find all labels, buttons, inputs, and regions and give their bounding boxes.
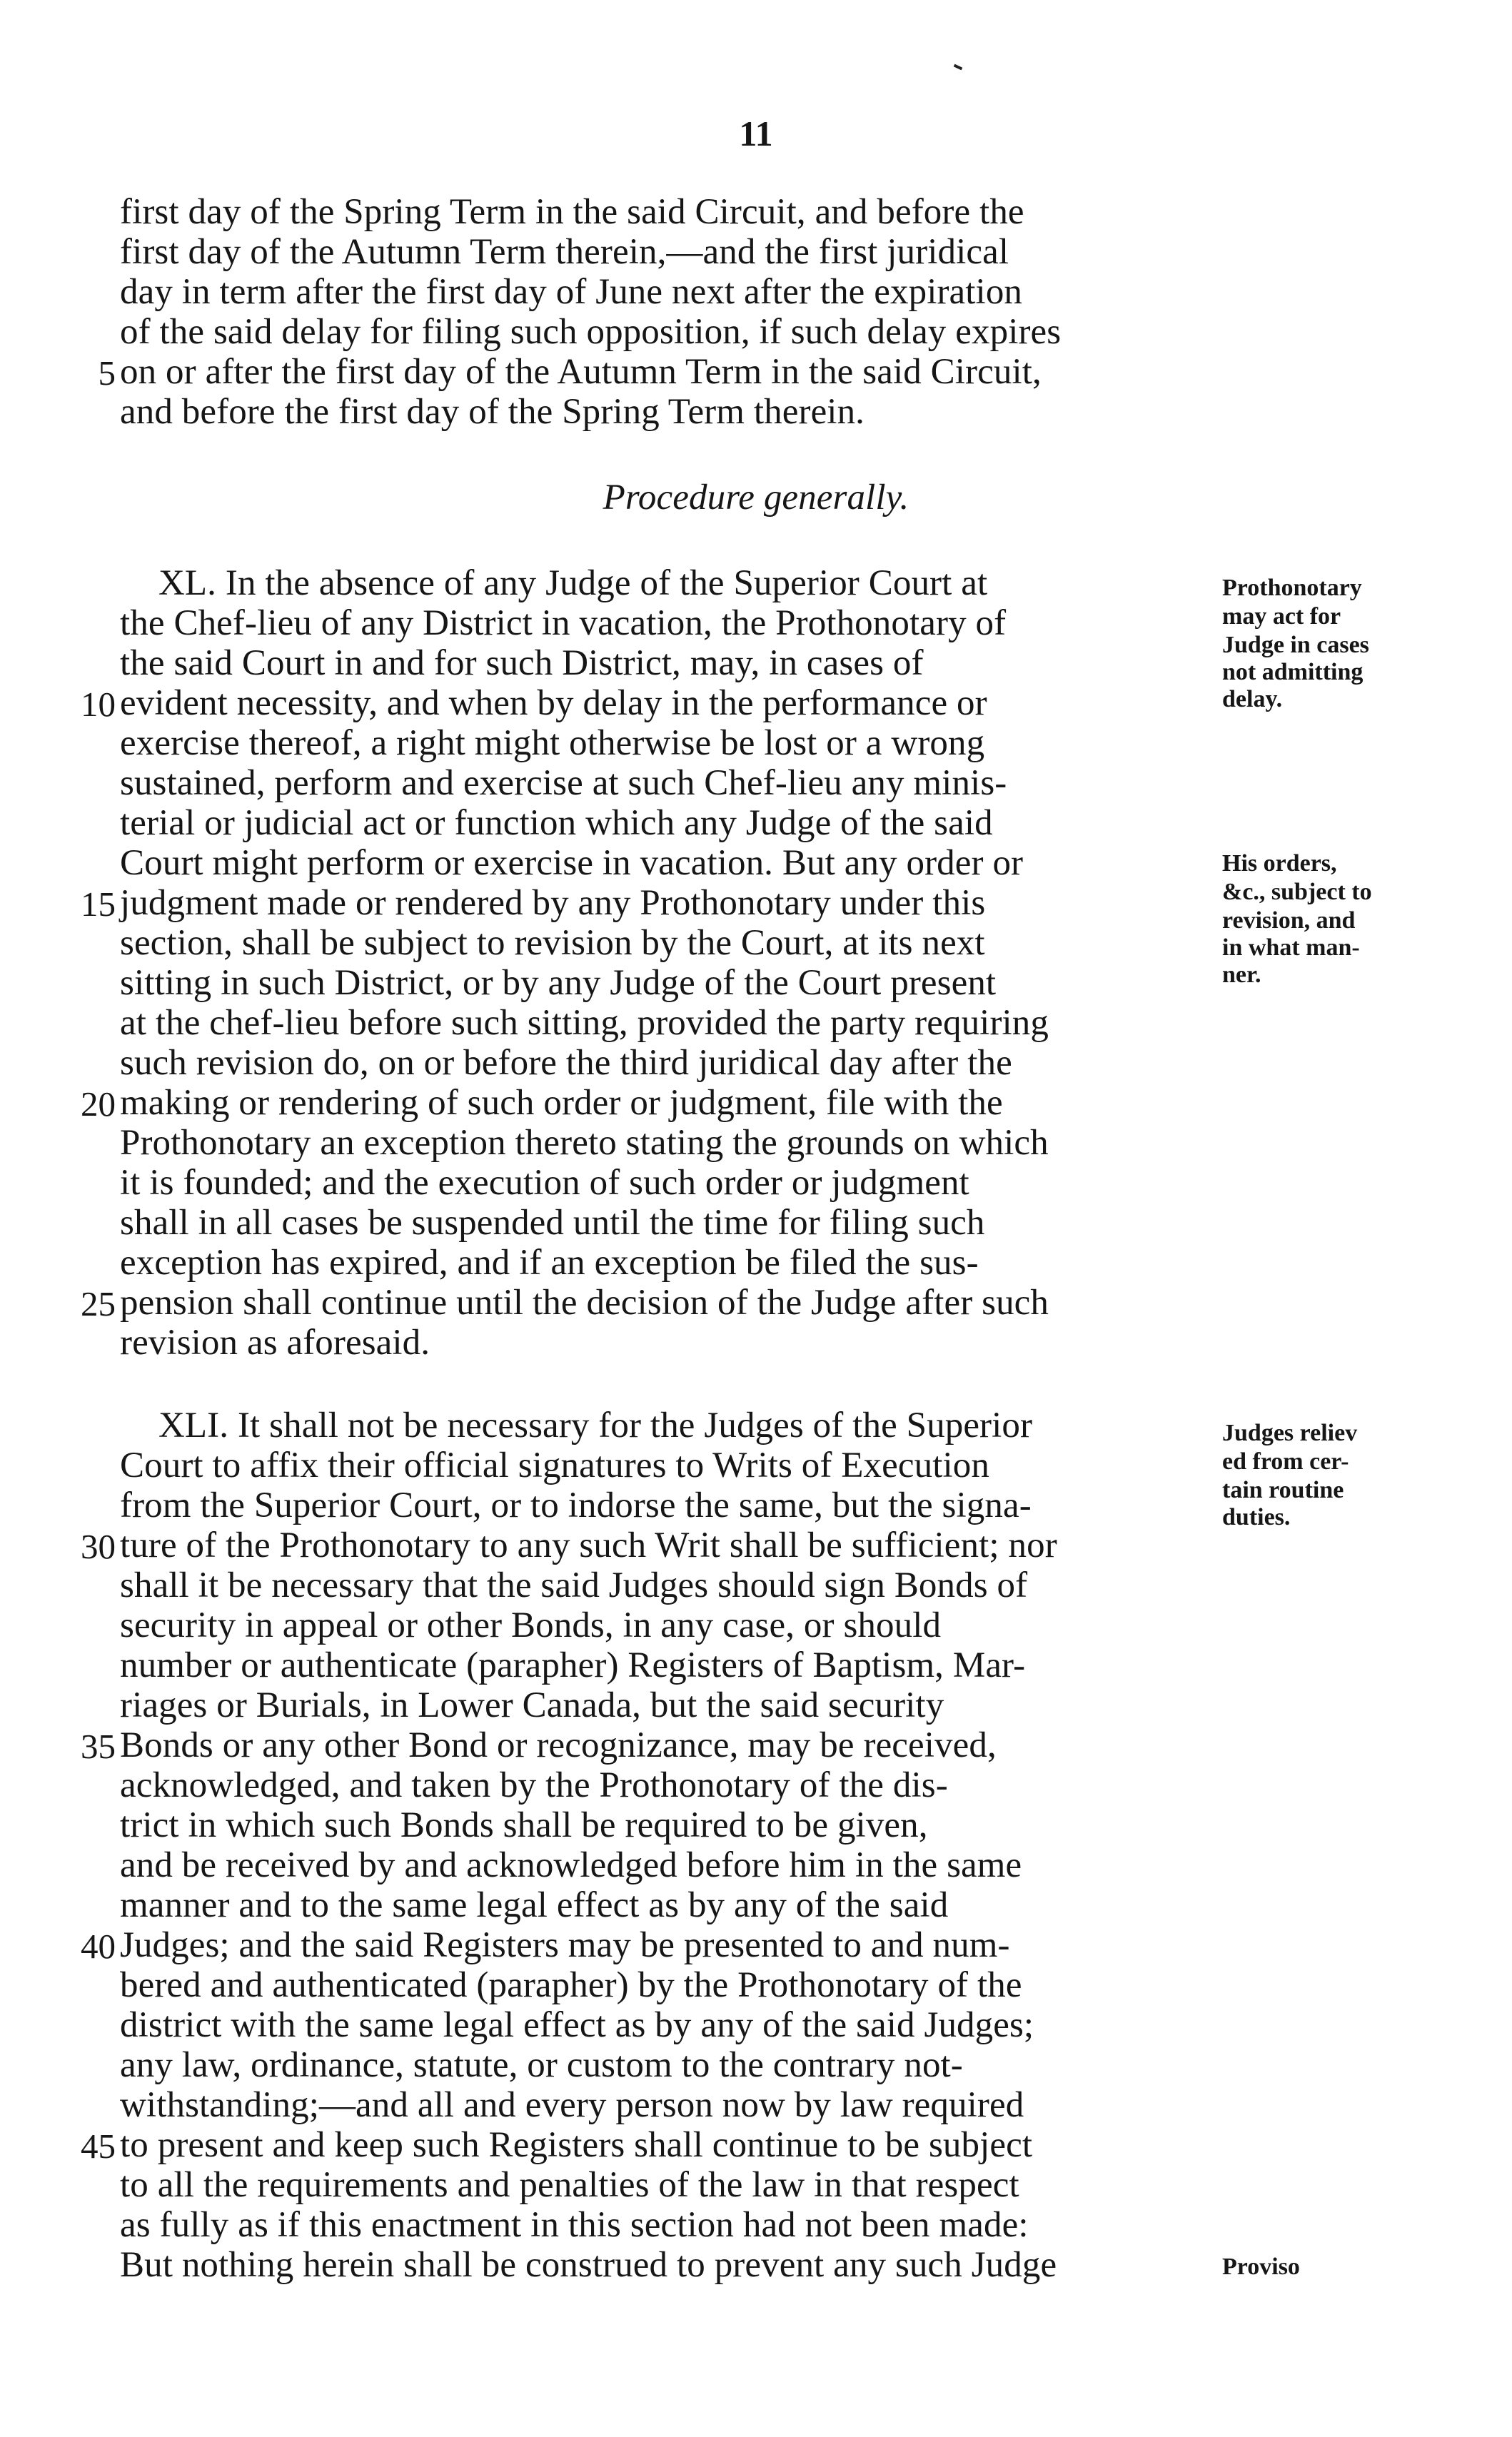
line-number: 5 [98,353,116,393]
text-line: to all the requirements and penalties of the law in that respect [120,2165,1019,2205]
text-line: terial or judicial act or function which any Judge of the said [120,803,993,843]
text-line: exception has expired, and if an exception be filed the sus- [120,1243,979,1283]
text-line: Court might perform or exercise in vacation. But any order or [120,843,1024,883]
text-line: shall it be necessary that the said Judges should sign Bonds of [120,1565,1028,1605]
text-line: on or after the first day of the Autumn Term in the said Circuit, [120,352,1042,392]
margin-note: Prothonotary [1222,575,1362,601]
text-line: any law, ordinance, statute, or custom to the contrary not- [120,2045,963,2085]
text-line: as fully as if this enactment in this section had not been made: [120,2205,1029,2245]
text-line: and before the first day of the Spring Term therein. [120,392,865,432]
text-line: of the said delay for filing such opposition, if such delay expires [120,312,1062,352]
text-line: bered and authenticated (parapher) by the Prothonotary of the [120,1965,1022,2005]
text-line: XL. In the absence of any Judge of the Superior Court at [158,563,988,603]
text-line: revision as aforesaid. [120,1323,430,1363]
text-line: But nothing herein shall be construed to prevent any such Judge [120,2245,1057,2285]
margin-note: ed from cer- [1222,1448,1349,1475]
text-line: to present and keep such Registers shall continue to be subject [120,2125,1033,2165]
text-line: Court to affix their official signatures to Writs of Execution [120,1445,989,1485]
line-number: 10 [81,685,116,724]
text-line: Judges; and the said Registers may be presented to and num- [120,1925,1010,1965]
margin-note: not admitting [1222,659,1364,685]
text-line: it is founded; and the execution of such order or judgment [120,1163,969,1203]
text-line: the Chef-lieu of any District in vacation, the Prothonotary of [120,603,1007,643]
margin-note: delay. [1222,686,1283,712]
text-line: shall in all cases be suspended until the time for filing such [120,1203,985,1243]
text-line: day in term after the first day of June next after the expiration [120,272,1023,312]
text-line: the said Court in and for such District, may, in cases of [120,643,924,683]
text-line: first day of the Autumn Term therein,—and the first juridical [120,232,1009,272]
margin-note: His orders, [1222,850,1337,877]
page-number: 11 [739,113,773,153]
text-line: XLI. It shall not be necessary for the Judges of the Superior [158,1406,1033,1445]
margin-note: may act for [1222,603,1341,630]
line-number: 15 [81,884,116,924]
text-line: at the chef-lieu before such sitting, provided the party requiring [120,1003,1049,1043]
text-line: such revision do, on or before the third juridical day after the [120,1043,1012,1083]
text-line: from the Superior Court, or to indorse the same, but the signa- [120,1485,1032,1525]
printer-mark [954,64,963,71]
text-line: manner and to the same legal effect as by any of the said [120,1885,949,1925]
text-line: withstanding;—and all and every person now by law required [120,2085,1024,2125]
margin-note: duties. [1222,1504,1291,1530]
line-number: 45 [81,2126,116,2166]
margin-note: ner. [1222,962,1261,988]
text-line: exercise thereof, a right might otherwise be lost or a wrong [120,723,985,763]
margin-note: &c., subject to [1222,879,1372,905]
text-line: ture of the Prothonotary to any such Writ shall be sufficient; nor [120,1525,1057,1565]
text-line: first day of the Spring Term in the said Circuit, and before the [120,192,1024,232]
text-line: security in appeal or other Bonds, in any case, or should [120,1605,942,1645]
text-line: judgment made or rendered by any Prothonotary under this [120,883,986,923]
text-line: evident necessity, and when by delay in the performance or [120,683,987,723]
text-line: making or rendering of such order or judgment, file with the [120,1083,1003,1123]
line-number: 40 [81,1927,116,1966]
text-line: sustained, perform and exercise at such Chef-lieu any minis- [120,763,1007,803]
text-line: acknowledged, and taken by the Prothonotary of the dis- [120,1765,948,1805]
line-number: 35 [81,1727,116,1766]
margin-note: Judges reliev [1222,1420,1358,1446]
line-number: 30 [81,1527,116,1566]
text-line: sitting in such District, or by any Judge of the Court present [120,963,997,1003]
text-line: Bonds or any other Bond or recognizance, may be received, [120,1725,997,1765]
text-line: section, shall be subject to revision by the Court, at its next [120,923,985,963]
text-line: number or authenticate (parapher) Registers of Baptism, Mar- [120,1645,1026,1685]
text-line: riages or Burials, in Lower Canada, but the said security [120,1685,944,1725]
line-number: 25 [81,1284,116,1323]
margin-note: tain routine [1222,1477,1344,1503]
text-line: Prothonotary an exception thereto stating the grounds on which [120,1123,1049,1163]
margin-note: in what man- [1222,934,1360,961]
margin-note: Proviso [1222,2254,1300,2280]
section-heading: Procedure generally. [603,478,909,518]
margin-note: Judge in cases [1222,632,1369,658]
text-line: trict in which such Bonds shall be required to be given, [120,1805,928,1845]
text-line: and be received by and acknowledged before him in the same [120,1845,1022,1885]
text-line: district with the same legal effect as by any of the said Judges; [120,2005,1034,2045]
text-line: pension shall continue until the decision of the Judge after such [120,1283,1049,1323]
line-number: 20 [81,1084,116,1124]
margin-note: revision, and [1222,907,1356,934]
